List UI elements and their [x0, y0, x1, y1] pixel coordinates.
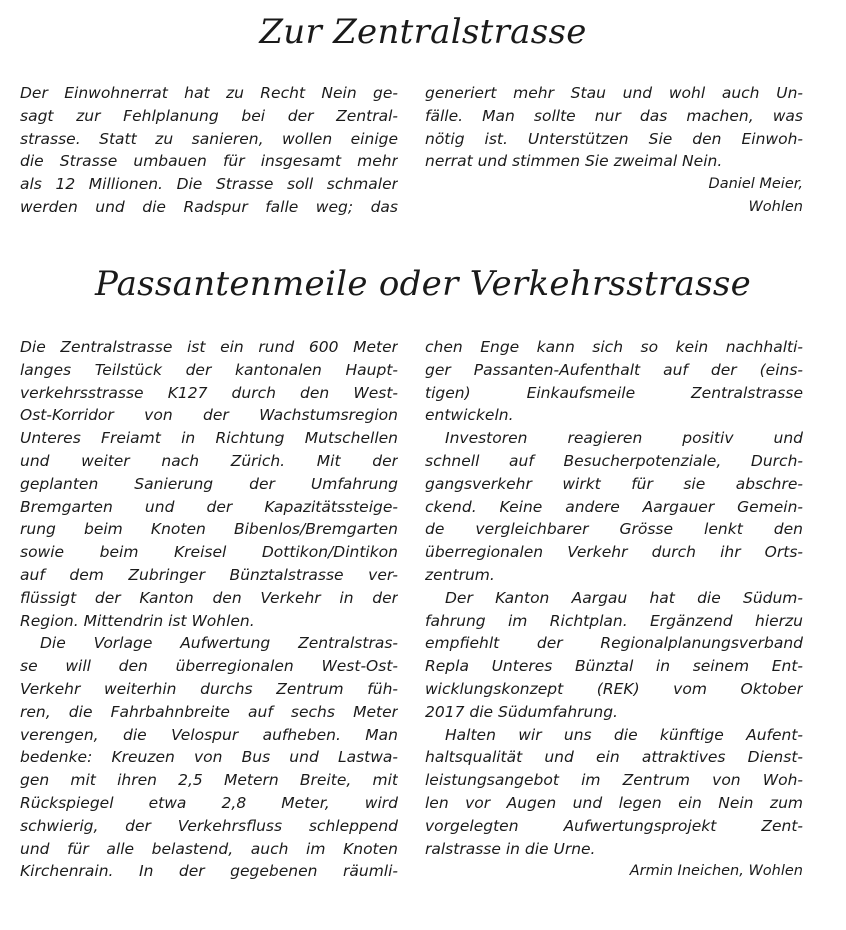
text-line: ralstrasse in die Urne.	[425, 839, 596, 858]
text-line: ckend. Keine andere Aargauer Gemein-	[425, 497, 803, 516]
text-line: gen mit ihren 2,5 Metern Breite, mit	[20, 771, 398, 790]
text-line: leistungsangebot im Zentrum von Woh-	[425, 771, 803, 790]
text-line: de vergleichbarer Grösse lenkt den	[425, 520, 803, 539]
text-line: werden und die Radspur falle weg; das	[20, 197, 398, 216]
text-line: Region. Mittendrin ist Wohlen.	[20, 611, 255, 630]
text-line: verengen, die Velospur aufheben. Man	[20, 725, 398, 744]
text-line: se will den überregionalen West-Ost-	[20, 657, 398, 676]
text-line: Halten wir uns die künftige Aufent-	[445, 725, 803, 744]
text-line: Der Kanton Aargau hat die Südum-	[445, 588, 803, 607]
text-line: fahrung im Richtplan. Ergänzend hierzu	[425, 611, 803, 630]
text-line: 2017 die Südumfahrung.	[425, 702, 618, 721]
letter-2-column-2	[425, 336, 803, 883]
letter-2-signature: Armin Ineichen, Wohlen	[629, 863, 803, 880]
text-line: nötig ist. Unterstützen Sie den Einwoh-	[425, 129, 803, 148]
text-line: Unteres Freiamt in Richtung Mutschellen	[20, 429, 398, 448]
text-line: wicklungskonzept (REK) vom Oktober	[425, 679, 803, 698]
text-line: fälle. Man sollte nur das machen, was	[425, 106, 803, 125]
text-line: Rückspiegel etwa 2,8 Meter, wird	[20, 793, 398, 812]
text-line: ren, die Fahrbahnbreite auf sechs Meter	[20, 702, 398, 721]
text-line: chen Enge kann sich so kein nachhalti-	[425, 338, 803, 356]
text-line: Die Vorlage Aufwertung Zentralstras-	[40, 634, 398, 653]
text-line: schwierig, der Verkehrsfluss schleppend	[20, 816, 398, 835]
text-line: generiert mehr Stau und wohl auch Un-	[425, 84, 803, 102]
letter-1-signature-place: Wohlen	[748, 198, 803, 215]
text-line: Bremgarten und der Kapazitätssteige-	[20, 497, 398, 516]
text-line: Die Zentralstrasse ist ein rund 600 Meter	[20, 338, 398, 356]
text-line: haltsqualität und ein attraktives Dienst-	[425, 748, 803, 767]
text-line: strasse. Statt zu sanieren, wollen einige	[20, 129, 398, 148]
text-line: auf dem Zubringer Bünztalstrasse ver-	[20, 565, 398, 584]
text-line: nerrat und stimmen Sie zweimal Nein.	[425, 152, 723, 171]
text-line: überregionalen Verkehr durch ihr Orts-	[425, 543, 803, 562]
text-line: und weiter nach Zürich. Mit der	[20, 451, 398, 470]
text-line: bedenke: Kreuzen von Bus und Lastwa-	[20, 748, 398, 767]
text-line: und für alle belastend, auch im Knoten	[20, 839, 398, 858]
text-line: rung beim Knoten Bibenlos/Bremgarten	[20, 520, 398, 539]
text-line: geplanten Sanierung der Umfahrung	[20, 474, 398, 493]
text-line: Repla Unteres Bünztal in seinem Ent-	[425, 657, 803, 676]
text-line: Der Einwohnerrat hat zu Recht Nein ge-	[20, 84, 398, 102]
text-line: entwickeln.	[425, 406, 514, 425]
text-line: sagt zur Fehlplanung bei der Zentral-	[20, 106, 398, 125]
text-line: vorgelegten Aufwertungsprojekt Zent-	[425, 816, 803, 835]
text-line: die Strasse umbauen für insgesamt mehr	[20, 152, 398, 171]
letter-1-title: Zur Zentralstrasse	[259, 12, 587, 52]
text-line: empfiehlt der Regionalplanungsverband	[425, 634, 803, 653]
text-line: flüssigt der Kanton den Verkehr in der	[20, 588, 398, 607]
text-line: schnell auf Besucherpotenziale, Durch-	[425, 451, 803, 470]
text-line: als 12 Millionen. Die Strasse soll schmaler	[20, 175, 398, 194]
text-line: sowie beim Kreisel Dottikon/Dintikon	[20, 543, 398, 562]
letter-2-column-1	[20, 336, 398, 883]
text-line: ger Passanten-Aufenthalt auf der (eins-	[425, 360, 803, 379]
letter-2-title: Passantenmeile oder Verkehrsstrasse	[94, 264, 752, 304]
text-line: Kirchenrain. In der gegebenen räumli-	[20, 862, 398, 881]
text-line: Verkehr weiterhin durchs Zentrum füh-	[20, 679, 398, 698]
text-line: zentrum.	[425, 565, 495, 584]
text-line: len vor Augen und legen ein Nein zum	[425, 793, 803, 812]
text-line: Investoren reagieren positiv und	[445, 429, 803, 448]
text-line: verkehrsstrasse K127 durch den West-	[20, 383, 398, 402]
letter-1-signature-name: Daniel Meier,	[708, 176, 803, 193]
text-line: langes Teilstück der kantonalen Haupt-	[20, 360, 398, 379]
text-line: gangsverkehr wirkt für sie abschre-	[425, 474, 803, 493]
letter-1-column-1	[20, 82, 398, 219]
text-line: tigen) Einkaufsmeile Zentralstrasse	[425, 383, 803, 402]
letter-1-column-2	[425, 82, 803, 219]
text-line: Ost-Korridor von der Wachstumsregion	[20, 406, 398, 425]
